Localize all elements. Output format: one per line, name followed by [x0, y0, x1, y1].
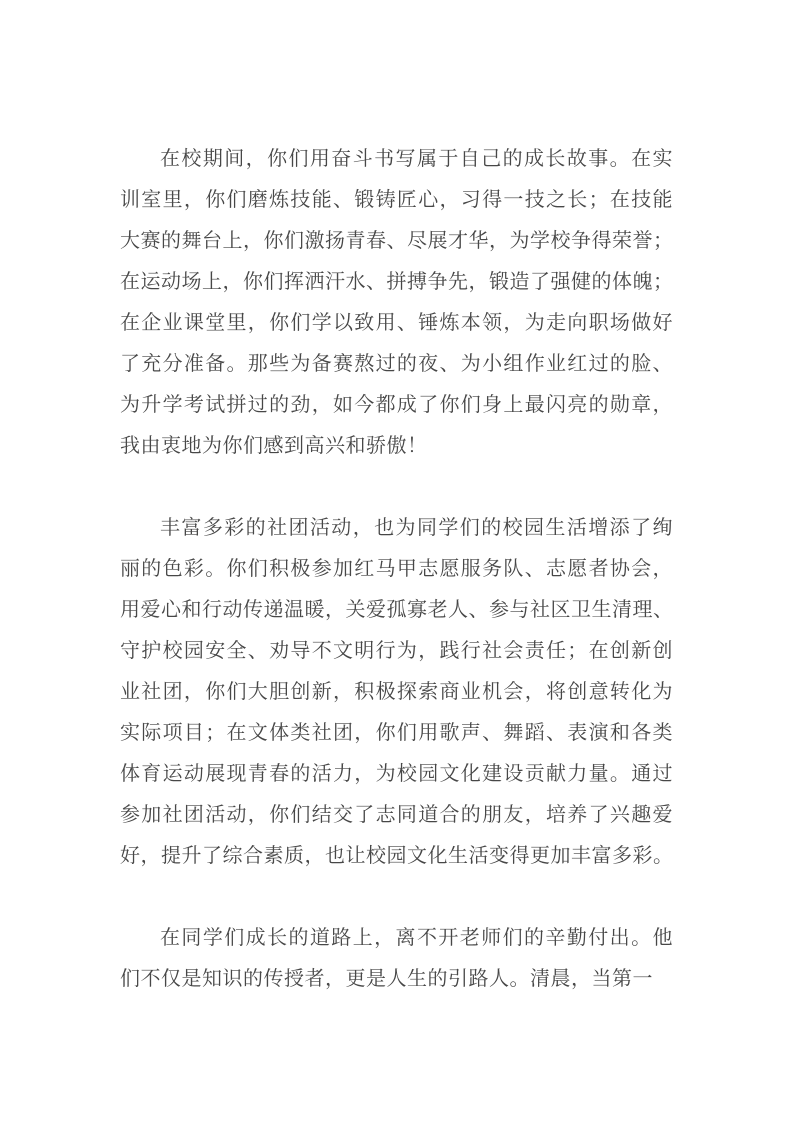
text-line: 在同学们成长的道路上，离不开老师们的辛勤付出。他 [160, 927, 673, 949]
text-line: 业社团，你们大胆创新，积极探索商业机会，将创意转化为 [120, 681, 673, 703]
text-line: 参加社团活动，你们结交了志同道合的朋友，培养了兴趣爱 [120, 804, 673, 826]
paragraph [120, 139, 673, 467]
text-line: 在校期间，你们用奋斗书写属于自己的成长故事。在实 [160, 148, 673, 170]
text-line: 实际项目；在文体类社团，你们用歌声、舞蹈、表演和各类 [120, 722, 673, 744]
text-line: 了充分准备。那些为备赛熬过的夜、为小组作业红过的脸、 [120, 353, 673, 375]
text-line: 丰富多彩的社团活动，也为同学们的校园生活增添了绚 [160, 517, 673, 539]
text-line: 丽的色彩。你们积极参加红马甲志愿服务队、志愿者协会， [120, 558, 673, 580]
text-line: 用爱心和行动传递温暖，关爱孤寡老人、参与社区卫生清理、 [120, 599, 674, 621]
text-line: 我由衷地为你们感到高兴和骄傲！ [120, 435, 428, 457]
paragraph [120, 918, 673, 1000]
text-line: 好，提升了综合素质，也让校园文化生活变得更加丰富多彩。 [120, 845, 674, 867]
text-line: 守护校园安全、劝导不文明行为，践行社会责任；在创新创 [120, 640, 673, 662]
text-line: 们不仅是知识的传授者，更是人生的引路人。清晨，当第一 [120, 968, 653, 990]
text-line: 训室里，你们磨炼技能、锻铸匠心，习得一技之长；在技能 [120, 189, 673, 211]
document-body-text [120, 139, 673, 1000]
text-line: 在企业课堂里，你们学以致用、锤炼本领，为走向职场做好 [120, 312, 673, 334]
text-line: 大赛的舞台上，你们激扬青春、尽展才华，为学校争得荣誉； [120, 230, 674, 252]
text-line: 为升学考试拼过的劲，如今都成了你们身上最闪亮的勋章， [120, 394, 673, 416]
text-line: 体育运动展现青春的活力，为校园文化建设贡献力量。通过 [120, 763, 673, 785]
text-line: 在运动场上，你们挥洒汗水、拼搏争先，锻造了强健的体魄； [120, 271, 674, 293]
paragraph [120, 508, 673, 877]
